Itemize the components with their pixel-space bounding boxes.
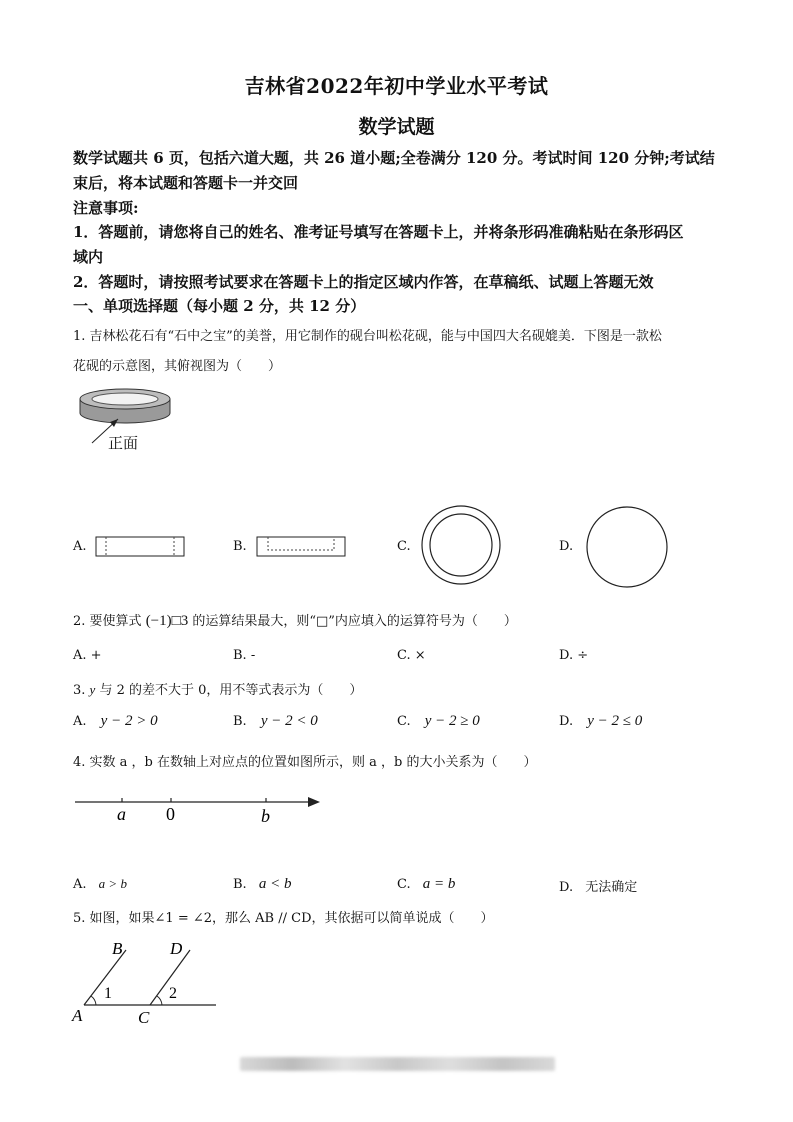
q4-number-line (70, 790, 330, 830)
q4-stem: 4. 实数 a ，b 在数轴上对应点的位置如图所示，则 a ，b 的大小关系为（ ） (73, 755, 537, 770)
axis-label-zero: 0 (166, 804, 175, 824)
q2-stem-suffix: 的运算结果最大，则“□”内应填入的运算符号为（ ） (192, 614, 517, 629)
q4-option-b-label: B. (233, 877, 247, 892)
intro-line-2: 束后，将本试题和答题卡一并交回 (73, 174, 299, 192)
q1-option-d-figure (583, 505, 671, 591)
exam-subtitle: 数学试题 (358, 116, 435, 138)
notice-1-line-1: 1．答题前，请您将自己的姓名、准考证号填写在答题卡上，并将条形码准确粘贴在条形码区 (73, 223, 684, 241)
q1-option-a-figure (95, 535, 187, 559)
label-d: D (170, 939, 183, 958)
q3-option-b-label: B. (233, 714, 247, 729)
q1-option-b-figure (256, 535, 348, 559)
q3-option-b-expr: y − 2 < 0 (260, 713, 318, 729)
q1-option-c-label: C. (397, 539, 411, 554)
label-b: B (112, 939, 123, 958)
q4-option-d-label: D. (559, 880, 574, 895)
label-c: C (138, 1008, 150, 1027)
q3-option-b (233, 713, 318, 730)
q3-option-c (397, 713, 480, 730)
q3-option-a-expr: y − 2 > 0 (100, 713, 158, 729)
label-a: A (72, 1006, 83, 1025)
label-1: 1 (104, 985, 112, 1002)
q3-option-c-label: C. (397, 714, 411, 729)
angle-2-arc (157, 996, 162, 1005)
notice-2: 2．答题时，请按照考试要求在答题卡上的指定区域内作答，在草稿纸、试题上答题无效 (73, 273, 654, 291)
footer-watermark (240, 1057, 555, 1071)
q1-option-b-label: B. (233, 539, 247, 554)
q3-variable: y (89, 682, 96, 697)
q2-option-b: B. - (233, 648, 256, 663)
q3-option-a-label: A. (73, 714, 87, 729)
q1-front-label: 正面 (108, 434, 139, 452)
q2-expression: (−1)□3 (145, 613, 189, 629)
angle-1-arc (91, 996, 96, 1005)
q4-option-c-label: C. (397, 877, 411, 892)
q2-stem-prefix: 2. 要使算式 (73, 614, 142, 629)
label-2: 2 (169, 985, 177, 1002)
inkstone-well (92, 393, 158, 405)
q3-option-d-label: D. (559, 714, 574, 729)
q5-stem: 5. 如图，如果∠1 = ∠2，那么 AB // CD，其依据可以简单说成（ ） (73, 911, 494, 926)
q2-option-a: A. + (73, 648, 102, 663)
q1-option-d-label: D. (559, 539, 574, 554)
q5-parallel-lines-figure (70, 935, 230, 1030)
q3-stem-text: 与 2 的差不大于 0，用不等式表示为（ ） (99, 683, 363, 698)
q3-option-d-expr: y − 2 ≤ 0 (587, 713, 643, 729)
q2-option-c: C. × (397, 648, 426, 663)
q1-stem-line-2: 花砚的示意图，其俯视图为（ ） (73, 359, 282, 374)
q4-option-c (397, 876, 455, 893)
q4-option-d-expr: 无法确定 (585, 880, 638, 895)
q4-option-a (73, 876, 127, 892)
q4-option-a-expr: a > b (98, 876, 127, 891)
exam-title: 吉林省2022年初中学业水平考试 (244, 74, 549, 98)
number-line-arrow (308, 797, 320, 807)
notice-1-line-2: 域内 (73, 248, 104, 266)
q4-option-a-label: A. (73, 877, 87, 892)
q3-option-d (559, 713, 642, 730)
q3-number: 3. (73, 683, 86, 698)
q3-stem (73, 679, 362, 698)
q4-option-d (559, 876, 637, 895)
intro-line-1: 数学试题共 6 页，包括六道大题，共 26 道小题;全卷满分 120 分。考试时间 120 分钟;考试结 (73, 149, 715, 167)
notice-title: 注意事项: (73, 199, 139, 217)
q1-option-a-label: A. (73, 539, 87, 554)
q4-option-c-expr: a = b (422, 876, 456, 892)
q4-option-b-expr: a < b (258, 876, 292, 892)
q4-option-b (233, 876, 291, 893)
q2-stem (73, 610, 517, 630)
q2-option-d: D. ÷ (559, 648, 589, 663)
q1-option-c-figure (419, 503, 503, 587)
axis-label-b: b (261, 806, 270, 826)
q1-stem-line-1: 1. 吉林松花石有“石中之宝”的美誉，用它制作的砚台叫松花砚，能与中国四大名砚媲美．下图是一款松 (73, 329, 662, 344)
axis-label-a: a (117, 804, 126, 824)
q3-option-c-expr: y − 2 ≥ 0 (424, 713, 480, 729)
q3-option-a (73, 713, 158, 730)
section-1-heading: 一、单项选择题（每小题 2 分，共 12 分） (73, 297, 366, 315)
